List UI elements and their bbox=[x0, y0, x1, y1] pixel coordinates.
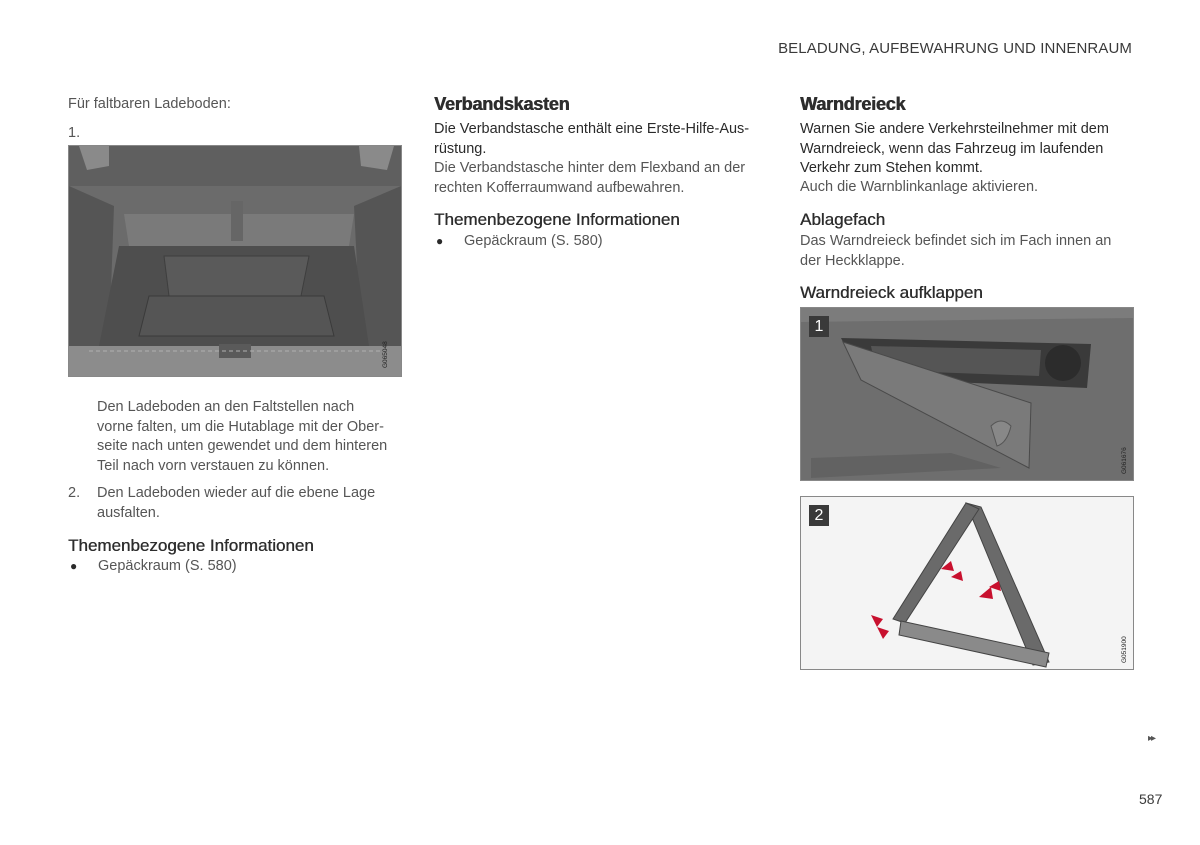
step-label-2: 2 bbox=[809, 505, 829, 526]
step2-number: 2. bbox=[68, 485, 81, 501]
figure-triangle-unfold bbox=[800, 496, 1134, 670]
related-heading-middle: Themenbezogene Informationen bbox=[434, 210, 680, 229]
related-link-text[interactable]: Gepäckraum (S. 580) bbox=[98, 558, 237, 574]
tailgate-illustration bbox=[801, 308, 1133, 480]
intro-text: Für faltbaren Ladeboden: bbox=[68, 96, 231, 112]
para-line: Verkehr zum Stehen kommt. bbox=[800, 160, 983, 176]
warning-para2: Auch die Warnblinkanlage aktivieren. bbox=[800, 179, 1039, 195]
para-line: Das Warndreieck befindet sich im Fach innen an bbox=[800, 233, 1112, 249]
figure-trunk-floor bbox=[68, 145, 402, 377]
figure-code-trunk: G065048 bbox=[382, 341, 389, 368]
para-line: Warnen Sie andere Verkehrsteilnehmer mit dem bbox=[800, 121, 1109, 137]
figure-code-tailgate: G061676 bbox=[1121, 447, 1128, 474]
step2 bbox=[68, 484, 431, 523]
step1-line: vorne falten, um die Hutablage mit der Ober- bbox=[97, 418, 384, 435]
step2-line: Den Ladeboden wieder auf die ebene Lage bbox=[97, 485, 376, 501]
figure-tailgate-compartment bbox=[800, 307, 1134, 481]
step1-line: seite nach unten gewendet und dem hinteren bbox=[97, 438, 388, 454]
para-line: Die Verbandstasche hinter dem Flexband an der bbox=[434, 160, 746, 176]
step-label-1: 1 bbox=[809, 316, 829, 337]
step1-number: 1. bbox=[68, 125, 81, 141]
first-aid-para2 bbox=[434, 159, 774, 198]
related-link-middle[interactable] bbox=[434, 232, 764, 252]
step1-line: Den Ladeboden an den Faltstellen nach bbox=[97, 399, 355, 415]
related-heading-left: Themenbezogene Informationen bbox=[68, 536, 314, 555]
related-link-text[interactable]: Gepäckraum (S. 580) bbox=[464, 233, 603, 249]
para-line: Warndreieck, wenn das Fahrzeug im laufenden bbox=[800, 140, 1104, 157]
bullet-icon: ● bbox=[70, 559, 78, 573]
para-line: rechten Kofferraumwand aufbewahren. bbox=[434, 179, 685, 196]
section-heading-first-aid: Verbandskasten bbox=[434, 94, 570, 114]
step2-line: ausfalten. bbox=[97, 504, 160, 521]
first-aid-para1 bbox=[434, 120, 774, 159]
para-line: Die Verbandstasche enthält eine Erste-Hilfe-Aus- bbox=[434, 121, 750, 137]
section-heading-warning-triangle: Warndreieck bbox=[800, 94, 906, 114]
next-page-arrow-icon: ▸▸ bbox=[1148, 733, 1155, 744]
page-number: 587 bbox=[1139, 791, 1163, 807]
para-line: rüstung. bbox=[434, 140, 487, 157]
bullet-icon: ● bbox=[436, 234, 444, 248]
trunk-floor-illustration bbox=[69, 146, 401, 376]
related-link-left[interactable] bbox=[68, 557, 398, 577]
para-line: der Heckklappe. bbox=[800, 252, 905, 269]
warning-para1 bbox=[800, 120, 1140, 179]
subheading-storage: Ablagefach bbox=[800, 210, 886, 229]
step1-line: Teil nach vorn verstauen zu können. bbox=[97, 457, 330, 474]
figure-code-triangle: G051900 bbox=[1121, 636, 1128, 663]
storage-text bbox=[800, 232, 1140, 271]
step1-text bbox=[97, 398, 407, 476]
subheading-unfold: Warndreieck aufklappen bbox=[800, 283, 983, 302]
warning-triangle-illustration bbox=[801, 497, 1133, 669]
page-header: BELADUNG, AUFBEWAHRUNG UND INNENRAUM bbox=[778, 40, 1132, 57]
